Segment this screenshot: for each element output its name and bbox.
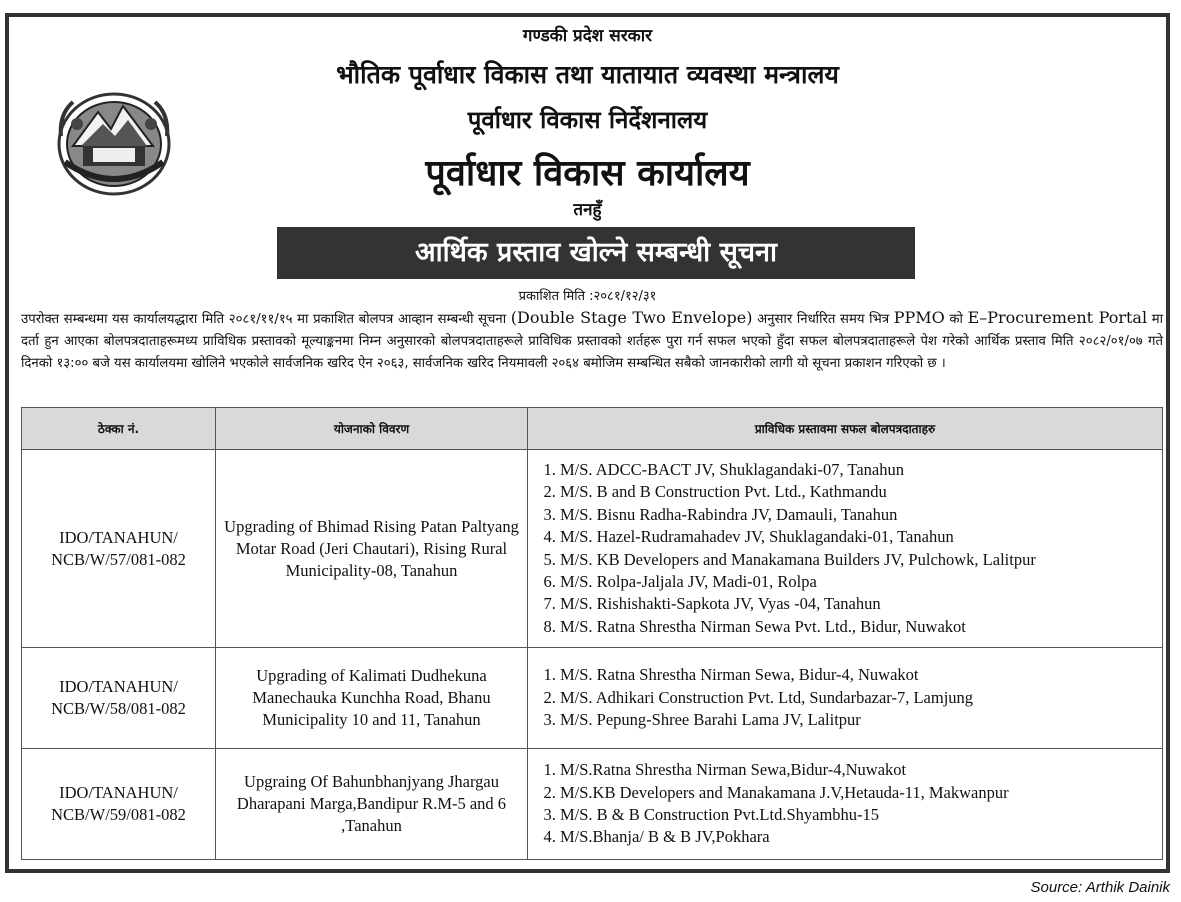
body-part-4: PPMO [893, 308, 945, 327]
bidder-list [528, 648, 1163, 749]
bidder-item: 3. M/S. Pepung-Shree Barahi Lama JV, Lalitpur [560, 709, 1152, 731]
source-credit: Source: Arthik Dainik [1030, 879, 1170, 896]
published-date: प्रकाशित मिति :२०८१/१२/३१ [518, 289, 657, 304]
header-bidders: प्राविधिक प्रस्तावमा सफल बोलपत्रदाताहरु [528, 408, 1163, 450]
bidder-list [528, 749, 1163, 860]
bidder-item: 2. M/S. B and B Construction Pvt. Ltd., Kathmandu [560, 481, 1152, 503]
bidder-item: 4. M/S.Bhanja/ B & B JV,Pokhara [560, 826, 1152, 848]
notice-body [21, 307, 1163, 375]
bidder-item: 5. M/S. KB Developers and Manakamana Builders JV, Pulchowk, Lalitpur [560, 549, 1152, 571]
nepal-emblem-icon [53, 84, 175, 198]
directorate-name: पूर्वाधार विकास निर्देशनालय [467, 106, 708, 134]
body-part-3: अनुसार निर्धारित समय भित्र [752, 312, 894, 327]
notice-frame [5, 13, 1170, 873]
office-location: तनहुँ [573, 200, 602, 220]
bidder-item: 2. M/S.KB Developers and Manakamana J.V,Hetauda-11, Makwanpur [560, 782, 1152, 804]
bidder-item: 1. M/S.Ratna Shrestha Nirman Sewa,Bidur-4,Nuwakot [560, 759, 1152, 781]
body-part-5: को [944, 312, 968, 327]
government-name: गण्डकी प्रदेश सरकार [522, 26, 653, 46]
table-header-row [22, 408, 1163, 450]
ministry-name: भौतिक पूर्वाधार विकास तथा यातायात व्यवस्था मन्त्रालय [336, 60, 839, 89]
bidder-item: 2. M/S. Adhikari Construction Pvt. Ltd, Sundarbazar-7, Lamjung [560, 687, 1152, 709]
bidders-table [21, 407, 1163, 860]
bidder-item: 7. M/S. Rishishakti-Sapkota JV, Vyas -04, Tanahun [560, 593, 1152, 615]
body-part-1: उपरोक्त सम्बन्धमा यस कार्यालयद्धारा मिति २०८१/११/१५ मा प्रकाशित बोलपत्र आव्हान सम्बन्धी सूचना [21, 312, 511, 327]
bidder-item: 6. M/S. Rolpa-Jaljala JV, Madi-01, Rolpa [560, 571, 1152, 593]
office-name: पूर्वाधार विकास कार्यालय [425, 153, 750, 194]
contract-no: IDO/TANAHUN/ NCB/W/59/081-082 [22, 749, 216, 860]
bidder-item: 4. M/S. Hazel-Rudramahadev JV, Shuklagandaki-01, Tanahun [560, 526, 1152, 548]
table-row [22, 450, 1163, 648]
bidder-item: 8. M/S. Ratna Shrestha Nirman Sewa Pvt. Ltd., Bidur, Nuwakot [560, 616, 1152, 638]
bidder-item: 1. M/S. Ratna Shrestha Nirman Sewa, Bidur-4, Nuwakot [560, 664, 1152, 686]
contract-no: IDO/TANAHUN/ NCB/W/58/081-082 [22, 648, 216, 749]
body-part-2: (Double Stage Two Envelope) [510, 308, 753, 327]
body-part-7: मा दर्ता हुन आएका बोलपत्रदाताहरूमध्य प्राविधिक प्रस्तावको मूल्याङ्कनमा निम्न अनुसारको बोलपत्रदाताहरूले प्राविधिक प्रस्तावको शर्तहरू पुरा गर्न सफल भएको हुँदा सफल बोलपत्रदाताहरूले पेश गरेको आर्थिक प्रस्ताव मिति २०८२/०१/०७ गते दिनको १३:०० बजे यस कार्यालयमा खोलिने भएकोले सार्वजनिक खरिद ऐन २०६३, सार्वजनिक खरिद नियमावली २०६४ बमोजिम सम्बन्धित सबैको जानकारीको लागी यो सूचना प्रकाशन गरिएको छ । [21, 312, 1164, 371]
project-description: Upgrading of Bhimad Rising Patan Paltyang Motar Road (Jeri Chautari), Rising Rural Municipality-08, Tanahun [216, 450, 528, 648]
table-row [22, 648, 1163, 749]
bidder-item: 1. M/S. ADCC-BACT JV, Shuklagandaki-07, Tanahun [560, 459, 1152, 481]
project-description: Upgraing Of Bahunbhanjyang Jhargau Dharapani Marga,Bandipur R.M-5 and 6 ,Tanahun [216, 749, 528, 860]
body-part-6: E–Procurement Portal [967, 308, 1148, 327]
notice-title: आर्थिक प्रस्ताव खोल्ने सम्बन्धी सूचना [277, 227, 915, 279]
header-project: योजनाको विवरण [216, 408, 528, 450]
table-row [22, 749, 1163, 860]
bidder-item: 3. M/S. B & B Construction Pvt.Ltd.Shyambhu-15 [560, 804, 1152, 826]
header-contract-no: ठेक्का नं. [22, 408, 216, 450]
bidder-list [528, 450, 1163, 648]
project-description: Upgrading of Kalimati Dudhekuna Manechauka Kunchha Road, Bhanu Municipality 10 and 11, Tanahun [216, 648, 528, 749]
contract-no: IDO/TANAHUN/ NCB/W/57/081-082 [22, 450, 216, 648]
bidder-item: 3. M/S. Bisnu Radha-Rabindra JV, Damauli, Tanahun [560, 504, 1152, 526]
